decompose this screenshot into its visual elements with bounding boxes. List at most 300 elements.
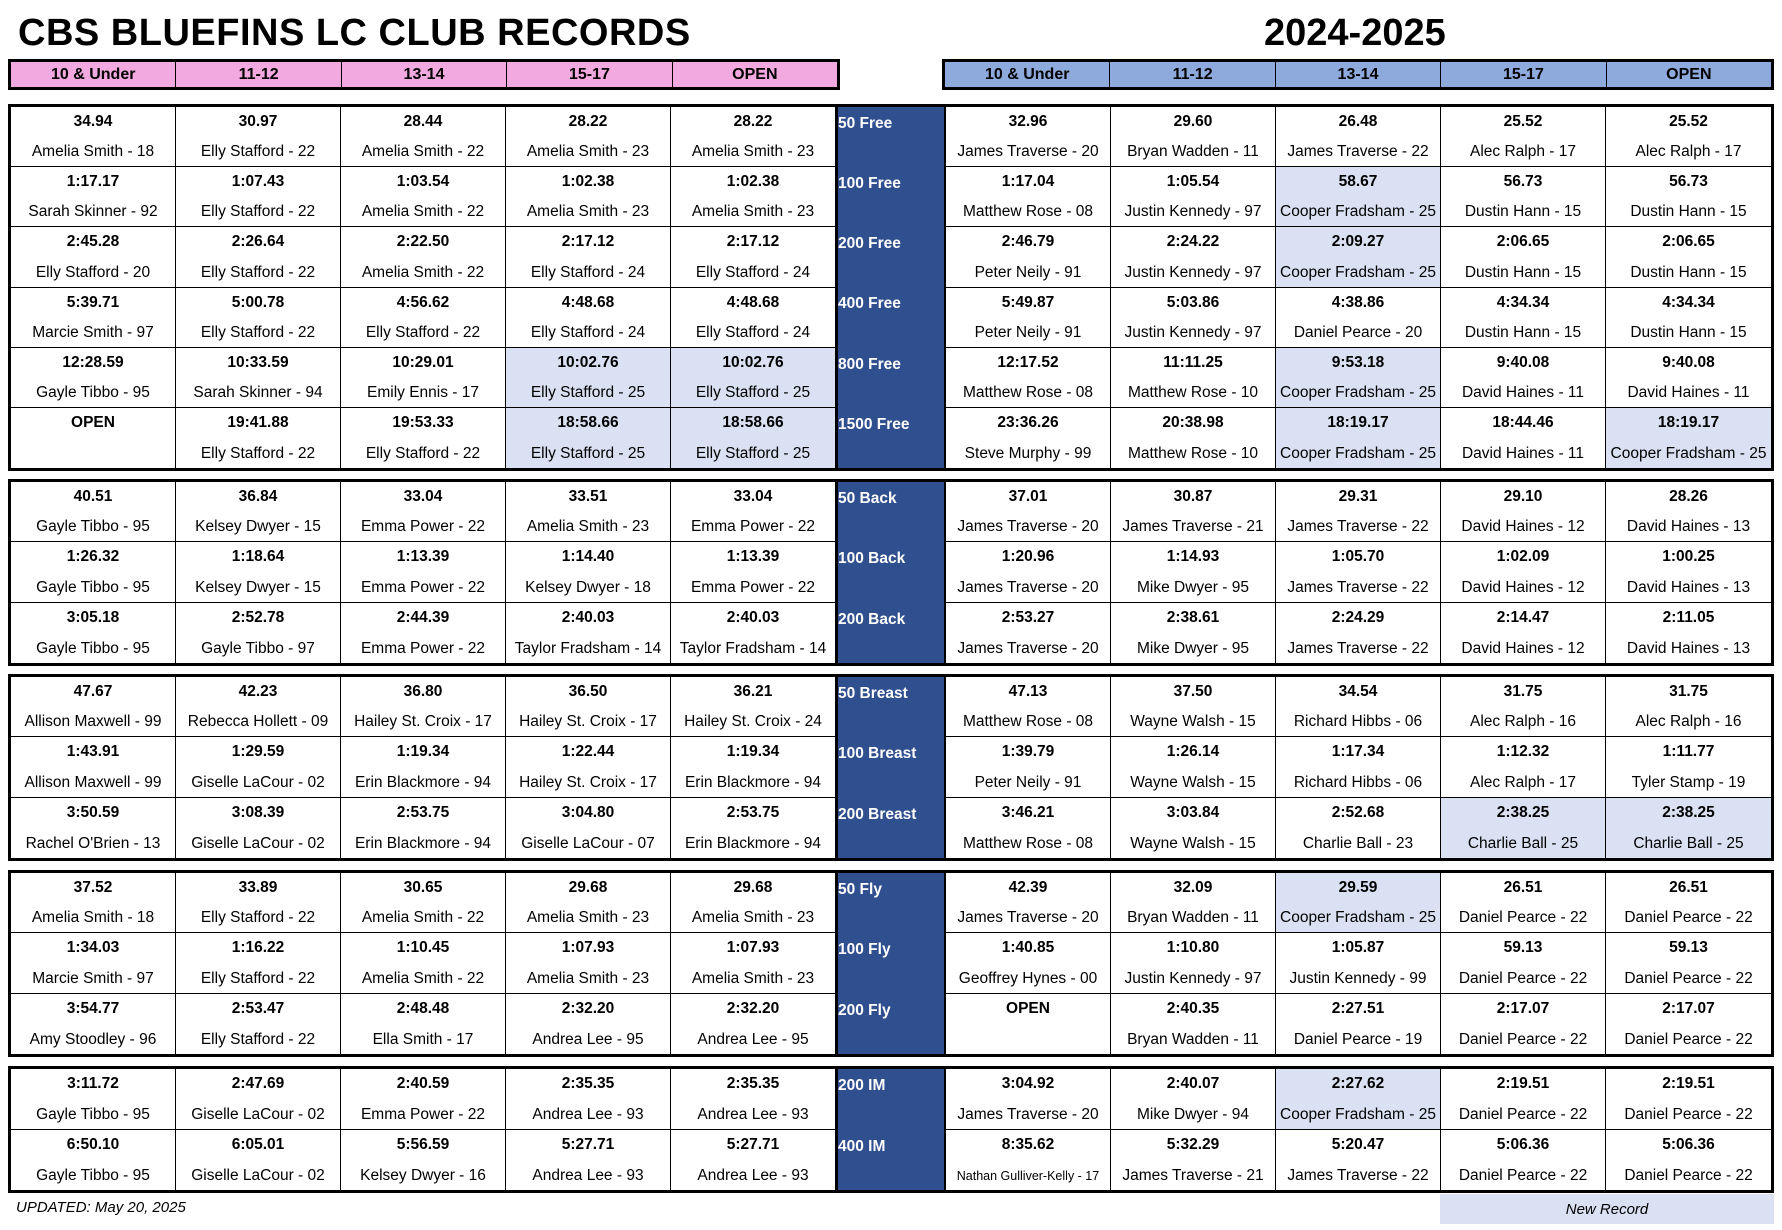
boys-age-group-label: 10 & Under [945,62,1110,87]
record-holder: David Haines - 11 [1627,383,1750,401]
record-time: 1:19.34 [396,743,450,761]
record-time: 8:35.62 [1001,1135,1055,1153]
boys-record-cell [1606,542,1771,602]
record-holder: Mike Dwyer - 94 [1137,1105,1249,1123]
record-holder: Daniel Pearce - 22 [1624,1105,1753,1123]
boys-record-cell [1606,107,1771,167]
record-time: 29.60 [1173,113,1213,130]
record-time: 1:34.03 [66,939,120,957]
record-holder: Daniel Pearce - 22 [1458,969,1588,987]
boys-record-cell [1606,603,1771,663]
event-label: 50 Breast [838,685,908,702]
record-holder: Daniel Pearce - 22 [1458,1030,1588,1048]
record-time: 2:40.35 [1166,999,1220,1017]
record-time: 10:02.76 [722,353,784,371]
record-time: 3:11.72 [67,1075,119,1092]
girls-record-cell [506,288,671,348]
boys-record-cell [1441,542,1606,602]
record-holder: James Traverse - 22 [1287,1167,1429,1184]
record-holder: Elly Stafford - 24 [695,263,811,281]
record-holder: Amelia Smith - 23 [526,909,650,927]
girls-record-cell [176,677,341,737]
record-time: 56.73 [1669,173,1708,191]
record-holder: Daniel Pearce - 22 [1624,909,1753,927]
record-holder: Daniel Pearce - 22 [1624,969,1753,987]
record-holder: Amelia Smith - 18 [31,909,155,927]
record-holder: Elly Stafford - 22 [200,323,316,341]
record-holder: James Traverse - 20 [957,578,1099,596]
event-label: 200 Fly [838,1001,891,1019]
record-time: 5:20.47 [1331,1135,1385,1153]
record-time: 40.51 [73,488,113,505]
boys-record-cell [1441,933,1606,993]
girls-record-cell [671,408,836,468]
record-time: 2:32.20 [726,999,780,1017]
boys-record-cell [946,408,1111,468]
record-time: 2:32.20 [561,999,615,1017]
record-time: 28.44 [403,113,443,130]
boys-record-cell [1276,348,1441,408]
record-section [8,104,1774,471]
girls-record-cell [11,873,176,933]
record-time: 2:38.25 [1496,803,1550,821]
girls-record-cell [671,994,836,1054]
record-holder: Elly Stafford - 20 [35,263,151,281]
record-time: 1:02.38 [561,173,615,191]
record-time: 29.59 [1338,879,1378,896]
event-label: 50 Fly [838,881,882,898]
record-holder: Wayne Walsh - 15 [1130,834,1256,852]
girls-record-cell [671,107,836,167]
record-holder: Charlie Ball - 25 [1633,834,1744,852]
record-holder: Matthew Rose - 08 [962,713,1094,731]
record-time: 2:52.68 [1331,803,1385,821]
record-holder: Elly Stafford - 25 [530,445,646,462]
event-label: 100 Breast [838,745,917,763]
record-time: 5:27.71 [726,1135,780,1153]
record-time: 29.68 [568,879,608,896]
record-time: 1:40.85 [1001,939,1055,957]
boys-record-cell [1111,227,1276,287]
record-time: 1:26.32 [66,548,120,566]
boys-record-cell [1606,873,1771,933]
record-holder: Andrea Lee - 95 [532,1030,644,1048]
record-time: 2:17.12 [726,233,780,251]
record-time: 2:48.48 [396,999,450,1017]
record-holder: Cooper Fradsham - 25 [1280,263,1436,281]
record-time: 2:46.79 [1001,233,1055,251]
record-holder: Rachel O'Brien - 13 [25,834,161,852]
record-holder: Daniel Pearce - 19 [1293,1030,1423,1048]
boys-age-group-label: OPEN [1666,65,1712,83]
girls-record-cell [671,677,836,737]
record-holder: Kelsey Dwyer - 15 [195,518,321,536]
boys-record-cell [1441,603,1606,663]
record-time: 9:53.18 [1331,353,1385,371]
record-time: 2:44.39 [396,608,450,626]
record-time: 3:08.39 [231,803,285,821]
record-time: 4:38.86 [1331,293,1385,311]
event-label: 200 Free [838,235,901,253]
girls-record-cell [671,542,836,602]
record-time: 5:06.36 [1496,1135,1550,1153]
girls-record-cell [341,1069,506,1130]
boys-record-cell [1111,288,1276,348]
record-holder: Alec Ralph - 17 [1470,143,1576,161]
record-time: 9:40.08 [1496,353,1550,371]
record-holder: Elly Stafford - 22 [365,445,481,462]
record-holder: Elly Stafford - 22 [365,323,481,341]
record-time: 1:39.79 [1001,743,1055,761]
boys-record-cell [946,798,1111,858]
girls-record-cell [11,798,176,858]
event-label: 50 Free [838,115,893,132]
record-time: 12:17.52 [997,353,1059,371]
record-holder: Amelia Smith - 22 [361,203,485,221]
record-time: 3:04.92 [1001,1075,1055,1092]
record-time: 1:29.59 [231,743,285,761]
record-holder: Elly Stafford - 22 [200,445,316,462]
record-holder: Kelsey Dwyer - 15 [195,578,321,596]
record-time: 1:05.87 [1331,939,1385,957]
record-time: 2:19.51 [1662,1075,1715,1092]
record-time: 1:26.14 [1166,743,1220,761]
record-holder: Marcie Smith - 97 [32,323,154,341]
record-time: 1:10.80 [1166,939,1220,957]
girls-record-cell [11,933,176,993]
record-holder: Amelia Smith - 23 [691,143,815,161]
record-time: 1:13.39 [396,548,450,566]
girls-record-cell [506,227,671,287]
record-holder: James Traverse - 20 [957,909,1099,927]
boys-record-cell [1441,348,1606,408]
girls-record-cell [671,1130,836,1191]
record-time: 23:36.26 [997,413,1059,431]
record-time: 5:27.71 [561,1135,615,1153]
boys-record-cell [1606,737,1771,797]
record-time: 1:05.70 [1331,548,1385,566]
record-time: 2:45.28 [66,233,120,251]
record-holder: Dustin Hann - 15 [1464,203,1582,221]
record-time: 5:49.87 [1001,293,1055,311]
record-holder: Justin Kennedy - 97 [1124,263,1262,281]
record-holder: Amelia Smith - 23 [691,969,815,987]
record-holder: Erin Blackmore - 94 [684,773,822,791]
record-time: 28.22 [568,113,608,130]
record-time: 1:14.40 [561,548,615,566]
event-label: 400 Free [838,295,901,313]
event-label: 100 Back [838,550,906,568]
record-holder: Elly Stafford - 22 [200,909,316,927]
record-holder: Geoffrey Hynes - 00 [958,969,1098,987]
record-time: 3:03.84 [1166,803,1220,821]
record-holder: Justin Kennedy - 99 [1289,969,1427,987]
girls-record-cell [176,798,341,858]
record-holder: Matthew Rose - 10 [1127,383,1259,401]
boys-record-cell [946,1130,1111,1191]
record-time: 1:03.54 [396,173,450,191]
record-holder: Gayle Tibbo - 95 [36,578,150,596]
record-holder: Gayle Tibbo - 95 [36,1167,150,1184]
record-time: 18:19.17 [1657,413,1720,431]
record-holder: Emma Power - 22 [360,578,486,596]
boys-record-cell [1276,603,1441,663]
record-time: 5:03.86 [1166,293,1220,311]
girls-record-cell [506,482,671,542]
boys-record-cell [946,603,1111,663]
boys-record-cell [946,227,1111,287]
girls-record-cell [671,798,836,858]
boys-age-group-label: 11-12 [1110,62,1275,87]
record-holder: Emma Power - 22 [690,518,816,536]
girls-record-cell [671,737,836,797]
record-time: 1:00.25 [1662,548,1715,566]
girls-record-cell [671,603,836,663]
record-time: 2:40.59 [396,1075,450,1092]
record-time: 30.97 [238,113,278,130]
record-holder: Emma Power - 22 [360,518,486,536]
girls-age-group-label: OPEN [732,65,778,83]
record-holder: Charlie Ball - 23 [1302,834,1414,852]
boys-record-cell [946,167,1111,227]
record-holder: Wayne Walsh - 15 [1130,713,1256,731]
record-holder: Amelia Smith - 22 [361,969,485,987]
record-holder: Hailey St. Croix - 17 [519,713,657,731]
record-time: 34.94 [73,113,113,130]
record-time: 1:07.93 [561,939,615,957]
event-column [836,482,946,663]
record-holder: Sarah Skinner - 92 [28,203,158,221]
boys-record-cell [1606,933,1771,993]
record-time: 28.22 [733,113,773,130]
record-time: 36.50 [568,683,608,700]
record-time: 4:34.34 [1662,293,1715,311]
record-holder: Amelia Smith - 23 [691,909,815,927]
girls-record-cell [11,603,176,663]
record-holder: David Haines - 13 [1626,578,1751,596]
boys-record-cell [1111,167,1276,227]
girls-record-cell [11,288,176,348]
record-time: 29.31 [1338,488,1378,505]
boys-record-cell [1276,798,1441,858]
girls-record-cell [341,994,506,1054]
record-section [8,870,1774,1057]
record-time: 30.65 [403,879,443,896]
girls-record-cell [176,408,341,468]
event-column [836,873,946,1054]
record-time: 33.04 [733,488,773,505]
record-time: 1:22.44 [561,743,615,761]
event-label: 800 Free [838,355,901,373]
event-label: 1500 Free [838,415,910,433]
record-holder: Gayle Tibbo - 97 [201,639,315,657]
record-holder: Amelia Smith - 23 [526,203,650,221]
record-holder: Andrea Lee - 93 [532,1167,644,1184]
record-time: 1:17.34 [1331,743,1385,761]
record-holder: Kelsey Dwyer - 16 [360,1167,486,1184]
page-title: CBS BLUEFINS LC CLUB RECORDS [18,12,691,54]
girls-record-cell [506,994,671,1054]
record-time: 2:14.47 [1496,608,1550,626]
record-time: 1:11.77 [1662,743,1715,761]
record-time: 47.67 [73,683,113,700]
record-holder: Bryan Wadden - 11 [1127,1030,1259,1048]
record-time: 6:05.01 [231,1135,285,1153]
boys-record-cell [1111,933,1276,993]
record-time: 2:26.64 [231,233,285,251]
boys-record-cell [1111,408,1276,468]
record-time: 2:11.05 [1662,608,1715,626]
record-holder: Charlie Ball - 25 [1467,834,1579,852]
record-time: 34.54 [1338,683,1378,700]
record-holder: Erin Blackmore - 94 [684,834,822,852]
record-holder: Amelia Smith - 22 [361,263,485,281]
record-time: 2:17.12 [561,233,615,251]
record-time: 26.51 [1669,879,1708,896]
boys-record-cell [1606,167,1771,227]
record-time: 2:24.22 [1166,233,1220,251]
record-time: 2:52.78 [231,608,285,626]
record-holder: Daniel Pearce - 20 [1293,323,1423,341]
event-label: 100 Fly [838,941,891,959]
boys-record-cell [1276,1130,1441,1191]
girls-record-cell [176,227,341,287]
girls-age-group-label: 11-12 [176,62,341,87]
record-holder: Justin Kennedy - 97 [1124,323,1262,341]
record-holder: Marcie Smith - 97 [32,969,154,987]
record-time: 1:10.45 [396,939,450,957]
boys-record-cell [1441,408,1606,468]
record-time: 37.01 [1008,488,1048,505]
record-holder: Hailey St. Croix - 17 [519,773,657,791]
record-time: 4:48.68 [561,293,615,311]
record-time: 2:40.03 [561,608,615,626]
boys-record-cell [1276,227,1441,287]
record-holder: Cooper Fradsham - 25 [1280,203,1436,221]
record-holder: Elly Stafford - 24 [530,323,646,341]
girls-record-cell [341,737,506,797]
record-time: 1:17.17 [66,173,120,191]
new-record-legend: New Record [1440,1194,1774,1224]
record-holder: James Traverse - 20 [957,518,1099,536]
record-holder: Peter Neily - 91 [974,773,1082,791]
record-holder: Cooper Fradsham - 25 [1610,445,1767,462]
record-time: 1:02.38 [726,173,780,191]
record-holder: Dustin Hann - 15 [1630,323,1747,341]
record-time: 1:18.64 [231,548,285,566]
record-time: 2:53.47 [231,999,285,1017]
boys-record-cell [1111,603,1276,663]
record-time: OPEN [1006,999,1050,1017]
record-holder: Taylor Fradsham - 14 [679,639,827,657]
record-section [8,674,1774,861]
girls-record-cell [176,167,341,227]
record-time: 29.68 [733,879,773,896]
record-holder: Elly Stafford - 22 [200,1030,316,1048]
record-time: OPEN [71,413,115,431]
record-holder: Hailey St. Croix - 17 [354,713,492,731]
boys-record-cell [1606,348,1771,408]
event-label: 200 Back [838,610,906,628]
girls-record-cell [11,1069,176,1130]
boys-record-cell [1441,737,1606,797]
record-holder: Matthew Rose - 08 [962,834,1094,852]
record-time: 36.80 [403,683,443,700]
boys-record-cell [1111,798,1276,858]
boys-record-cell [1606,994,1771,1054]
record-holder: Matthew Rose - 08 [962,203,1094,221]
record-holder: Elly Stafford - 25 [695,445,811,462]
girls-record-cell [506,107,671,167]
record-time: 1:07.93 [726,939,780,957]
record-time: 10:33.59 [227,353,289,371]
boys-record-cell [1111,482,1276,542]
boys-record-cell [1606,1069,1771,1130]
record-holder: Dustin Hann - 15 [1630,263,1747,281]
record-holder: James Traverse - 20 [957,143,1099,161]
boys-record-cell [946,542,1111,602]
boys-record-cell [946,348,1111,408]
record-time: 2:35.35 [561,1075,615,1092]
boys-age-group-header [942,59,1774,90]
girls-record-cell [671,167,836,227]
record-time: 5:39.71 [66,293,120,311]
record-holder: Peter Neily - 91 [974,263,1082,281]
record-holder: Elly Stafford - 22 [200,143,316,161]
girls-record-cell [506,348,671,408]
girls-record-cell [341,603,506,663]
boys-record-cell [1276,408,1441,468]
record-holder: James Traverse - 22 [1287,578,1429,596]
record-holder: Andrea Lee - 93 [532,1105,644,1123]
record-holder: Gayle Tibbo - 95 [36,518,150,536]
record-holder: Emma Power - 22 [360,1105,486,1123]
record-holder: Gayle Tibbo - 95 [36,1105,150,1123]
record-holder: Elly Stafford - 24 [530,263,646,281]
boys-record-cell [1606,408,1771,468]
record-holder: Rebecca Hollett - 09 [187,713,329,731]
record-holder: David Haines - 13 [1626,518,1751,536]
record-holder: Daniel Pearce - 22 [1624,1167,1753,1184]
boys-record-cell [946,107,1111,167]
record-holder: James Traverse - 21 [1122,518,1264,536]
girls-record-cell [176,542,341,602]
boys-record-cell [1441,1130,1606,1191]
girls-record-cell [671,933,836,993]
record-time: 20:38.98 [1162,413,1224,431]
record-holder: Tyler Stamp - 19 [1631,773,1746,791]
record-holder: Amelia Smith - 23 [526,969,650,987]
girls-record-cell [176,603,341,663]
record-time: 1:43.91 [66,743,120,761]
record-time: 1:19.34 [726,743,780,761]
boys-record-cell [1276,1069,1441,1130]
record-holder: Andrea Lee - 93 [697,1105,809,1123]
record-time: 5:32.29 [1166,1135,1220,1153]
girls-record-cell [11,348,176,408]
boys-record-cell [1441,167,1606,227]
girls-record-cell [506,408,671,468]
record-time: 2:53.75 [396,803,450,821]
record-time: 31.75 [1669,683,1708,700]
girls-record-cell [671,1069,836,1130]
record-holder: Mike Dwyer - 95 [1137,639,1249,657]
boys-record-cell [1276,737,1441,797]
girls-record-cell [341,677,506,737]
record-time: 32.09 [1173,879,1213,896]
girls-record-cell [671,873,836,933]
record-holder: Ella Smith - 17 [372,1030,474,1048]
